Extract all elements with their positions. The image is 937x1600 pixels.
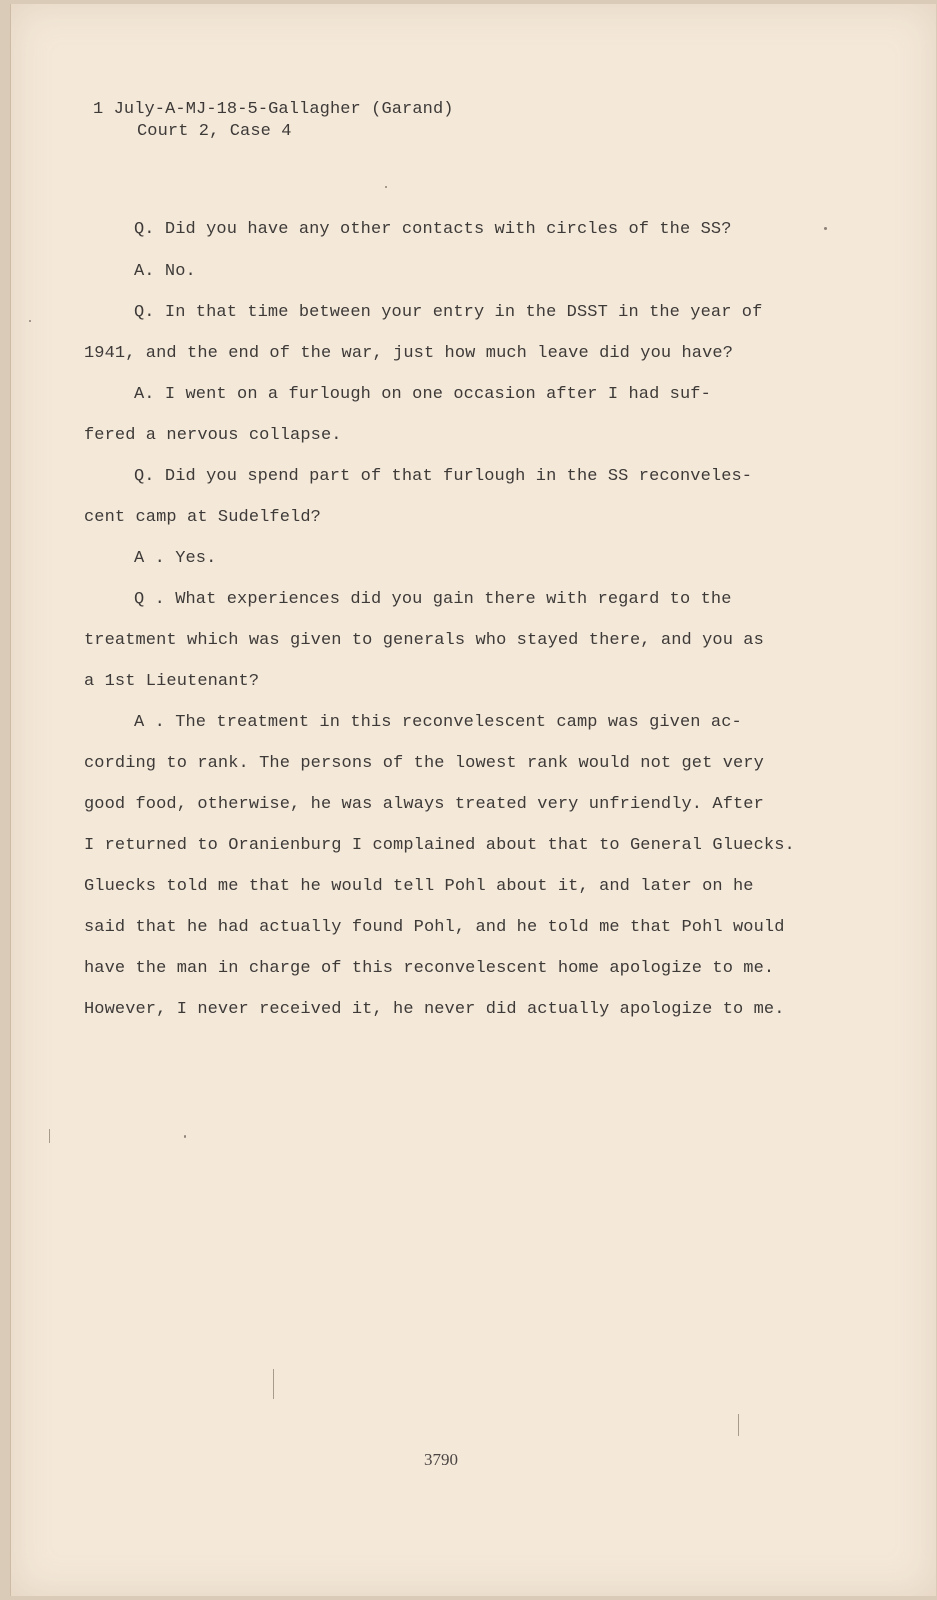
paper-speck [824,227,827,230]
header-line-1: 1 July-A-MJ-18-5-Gallagher (Garand) [93,100,454,119]
body-line: a 1st Lieutenant? [84,672,260,691]
body-line: However, I never received it, he never did actually apologize to me. [84,1000,785,1019]
paper-speck [385,186,387,188]
body-line: have the man in charge of this reconvelescent home apologize to me. [84,959,775,978]
body-line: A . Yes. [134,549,217,568]
body-line: 1941, and the end of the war, just how much leave did you have? [84,344,734,363]
body-line: I returned to Oranienburg I complained about that to General Gluecks. [84,836,795,855]
body-line: good food, otherwise, he was always treated very unfriendly. After [84,795,764,814]
body-line: cent camp at Sudelfeld? [84,508,321,527]
paper-streak [738,1414,739,1436]
document-page [10,4,936,1596]
page-number: 3790 [424,1450,458,1469]
body-line: A. No. [134,262,196,281]
body-line: A. I went on a furlough on one occasion after I had suf- [134,385,711,404]
paper-streak [49,1129,50,1143]
body-line: Q. Did you have any other contacts with circles of the SS? [134,220,732,239]
body-line: said that he had actually found Pohl, and he told me that Pohl would [84,918,785,937]
paper-speck [184,1135,186,1138]
paper-streak [273,1369,274,1399]
body-line: treatment which was given to generals who stayed there, and you as [84,631,764,650]
body-line: cording to rank. The persons of the lowest rank would not get very [84,754,764,773]
body-line: Q. In that time between your entry in the DSST in the year of [134,303,763,322]
body-line: Gluecks told me that he would tell Pohl about it, and later on he [84,877,754,896]
body-line: Q . What experiences did you gain there with regard to the [134,590,732,609]
body-line: A . The treatment in this reconvelescent camp was given ac- [134,713,742,732]
paper-speck [29,320,31,322]
header-line-2: Court 2, Case 4 [137,122,292,141]
body-line: Q. Did you spend part of that furlough in the SS reconveles- [134,467,753,486]
body-line: fered a nervous collapse. [84,426,342,445]
